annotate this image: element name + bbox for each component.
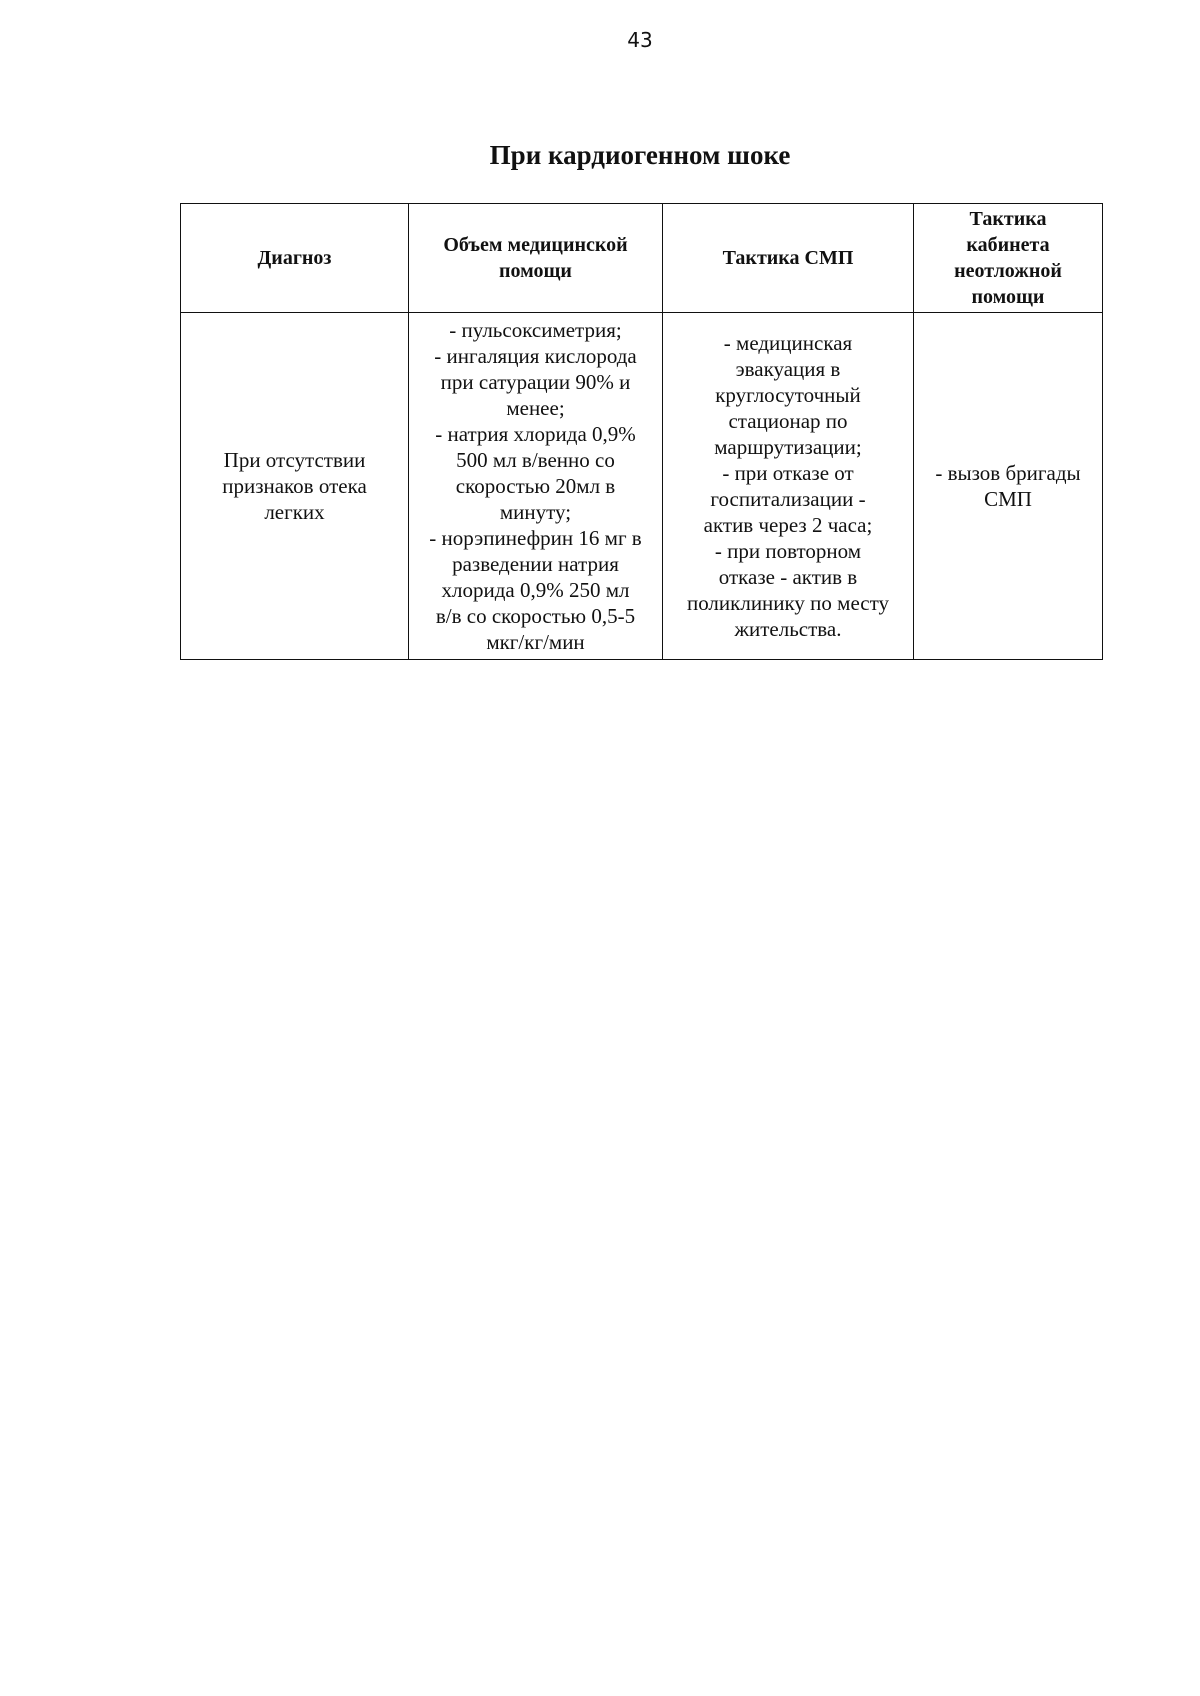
cell-line: мкг/кг/мин [486,630,585,654]
cell-line: поликлинику по месту [686,591,890,615]
cell-line: - норэпинефрин 16 мг в [429,526,642,550]
header-line: Объем медицинской [443,234,628,256]
header-ambulance-tactics [663,204,914,313]
header-line: Диагноз [257,247,332,269]
header-care-volume [409,204,663,313]
header-line: помощи [499,260,572,282]
header-line: помощи [971,286,1045,308]
cell-line: - ингаляция кислорода [434,344,637,368]
cell-line: признаков отека [222,474,367,498]
table-header-row [181,204,1103,313]
header-emergency-room-tactics [914,204,1103,313]
cell-line: госпитализации - [710,487,866,511]
cell-line: 500 мл в/венно со [456,448,615,472]
table-row [181,313,1103,660]
header-line: Тактика [969,208,1047,230]
cell-line: круглосуточный [715,383,861,407]
header-line: неотложной [954,260,1062,282]
cell-line: актив через 2 часа; [703,513,873,537]
cell-line: жительства. [734,617,842,641]
cell-emergency-room-tactics [914,313,1103,660]
page-title: При кардиогенном шоке [489,140,791,170]
cell-line: эвакуация в [735,357,841,381]
cell-diagnosis [181,313,409,660]
tactics-table [180,203,1103,660]
cell-line: При отсутствии [223,448,366,472]
cell-line: - медицинская [723,331,853,355]
cell-line: менее; [506,396,565,420]
cell-line: легких [264,500,325,524]
header-line: кабинета [966,234,1050,256]
cell-ambulance-tactics [663,313,914,660]
page-number: 43 [627,28,653,52]
cell-line: минуту; [499,500,572,524]
cell-line: отказе - актив в [718,565,858,589]
cell-line: маршрутизации; [714,435,862,459]
cell-line: СМП [984,487,1032,511]
cell-line: при сатурации 90% и [440,370,631,394]
cell-line: - при повторном [714,539,862,563]
cell-line: - пульсоксиметрия; [449,318,622,342]
cell-line: скоростью 20мл в [455,474,616,498]
cell-line: - натрия хлорида 0,9% [435,422,636,446]
cell-line: стационар по [728,409,848,433]
cell-line: - вызов бригады [935,461,1081,485]
cell-line: хлорида 0,9% 250 мл [441,578,630,602]
header-line: Тактика СМП [722,247,854,269]
cell-line: в/в со скоростью 0,5-5 [435,604,636,628]
header-diagnosis [181,204,409,313]
cell-line: - при отказе от [722,461,854,485]
cell-care-volume [409,313,663,660]
cell-line: разведении натрия [452,552,619,576]
